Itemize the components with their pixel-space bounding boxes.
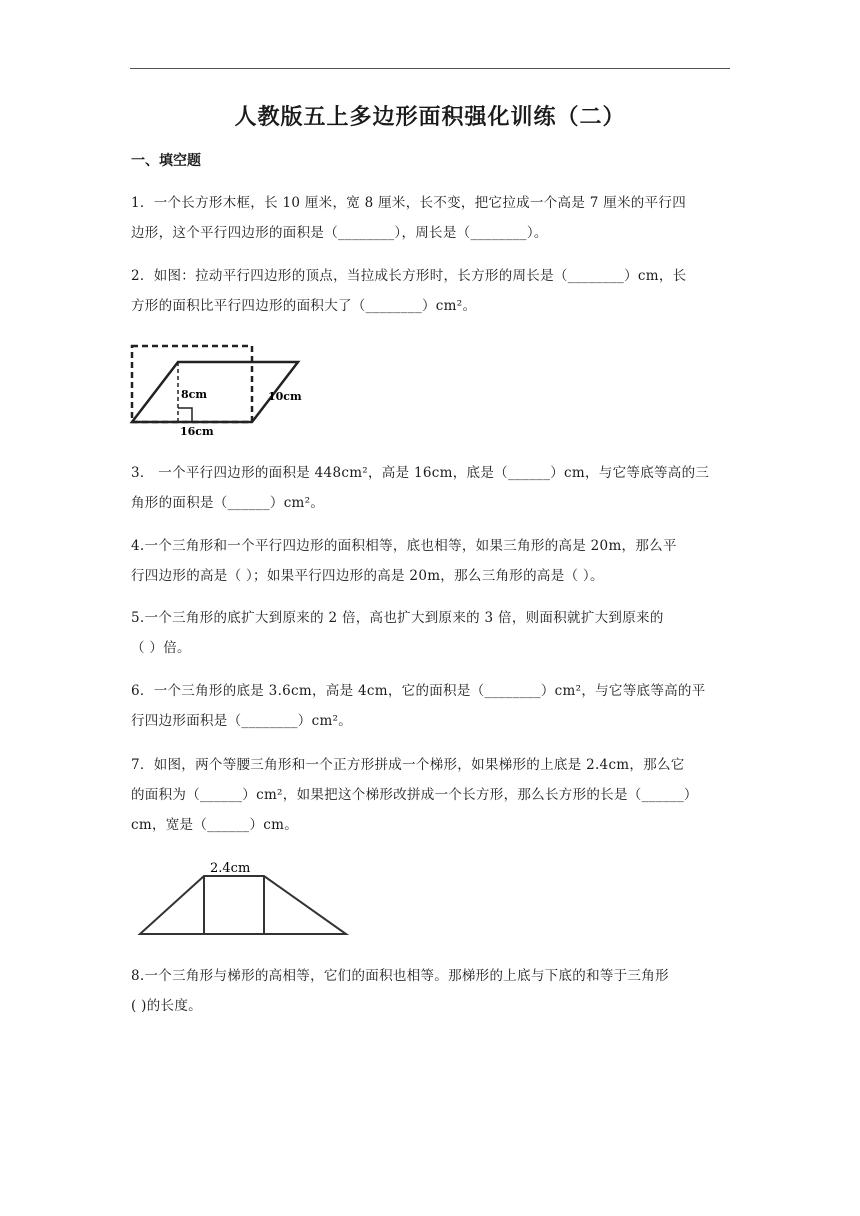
- section-heading: 一、填空题: [131, 153, 201, 169]
- question-line: 1．一个长方形木框，长 10 厘米，宽 8 厘米，长不变，把它拉成一个高是 7 厘米的平行四: [131, 195, 686, 211]
- question-line: 边形，这个平行四边形的面积是（________），周长是（________）。: [131, 225, 548, 241]
- question-line: 3． 一个平行四边形的面积是 448cm²，高是 16cm，底是（______）cm，与它等底等高的三: [131, 465, 710, 481]
- side-label: 10cm: [268, 390, 302, 403]
- right-angle-mark: [178, 408, 192, 422]
- question-line: 8.一个三角形与梯形的高相等，它们的面积也相等。那梯形的上底与下底的和等于三角形: [131, 968, 669, 984]
- question-line: 7．如图，两个等腰三角形和一个正方形拼成一个梯形，如果梯形的上底是 2.4cm，那么它: [131, 757, 685, 773]
- question-6: [131, 676, 731, 736]
- base-label: 16cm: [180, 425, 214, 438]
- trapezoid: [140, 876, 346, 934]
- question-7: [131, 750, 731, 840]
- question-line: 行四边形的高是（ ）；如果平行四边形的高是 20m，那么三角形的高是（ ）。: [131, 568, 604, 584]
- question-line: 方形的面积比平行四边形的面积大了（________）cm²。: [131, 298, 477, 314]
- top-base-label: 2.4cm: [210, 861, 251, 876]
- parallelogram-figure: [128, 340, 308, 438]
- top-rule: [130, 68, 730, 69]
- question-1: [131, 188, 731, 248]
- page-title: 人教版五上多边形面积强化训练（二）: [234, 105, 626, 130]
- height-label: 8cm: [181, 388, 207, 401]
- question-line: （ ）倍。: [131, 640, 191, 656]
- question-line: 2．如图：拉动平行四边形的顶点，当拉成长方形时，长方形的周长是（________）cm，长: [131, 268, 687, 284]
- question-line: 5.一个三角形的底扩大到原来的 2 倍，高也扩大到原来的 3 倍，则面积就扩大到原来的: [131, 610, 664, 626]
- question-line: 角形的面积是（______）cm²。: [131, 495, 325, 511]
- question-line: 的面积为（______）cm²，如果把这个梯形改拼成一个长方形，那么长方形的长是（______）: [131, 787, 698, 803]
- question-line: 4.一个三角形和一个平行四边形的面积相等，底也相等，如果三角形的高是 20m，那么平: [131, 538, 677, 554]
- question-4: [131, 531, 731, 591]
- question-line: ( )的长度。: [131, 998, 202, 1014]
- question-3: [131, 458, 731, 518]
- question-2: [131, 261, 731, 321]
- question-line: 行四边形面积是（________）cm²。: [131, 713, 353, 729]
- question-5: [131, 603, 731, 663]
- question-line: 6．一个三角形的底是 3.6cm，高是 4cm，它的面积是（________）cm²，与它等底等高的平: [131, 683, 706, 699]
- trapezoid-figure: [134, 852, 352, 942]
- question-8: [131, 961, 731, 1021]
- question-line: cm，宽是（______）cm。: [131, 817, 299, 833]
